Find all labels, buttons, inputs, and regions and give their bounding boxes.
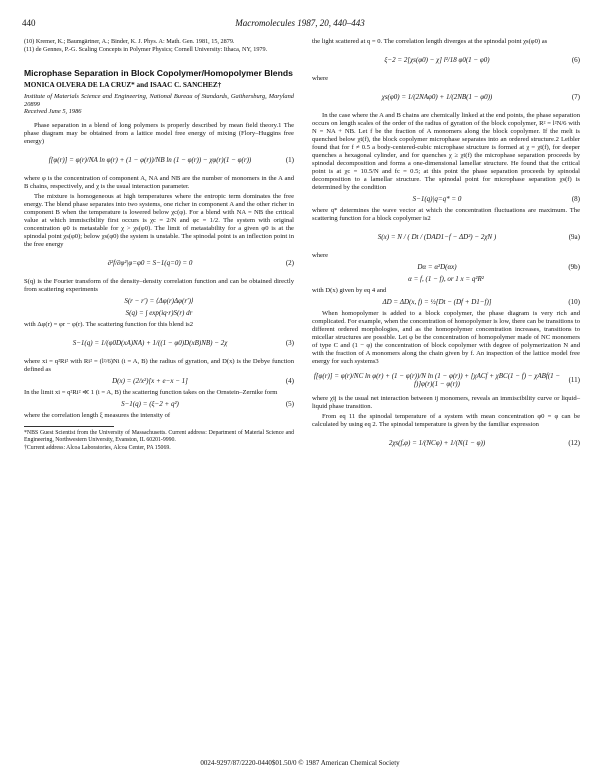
equation-number: (8) (571, 195, 580, 203)
paragraph: where the correlation length ξ measures the intensity of (24, 411, 171, 419)
equation-number: (2) (285, 258, 294, 267)
equation-6 (24, 400, 294, 408)
paragraph: where χij is the usual net interaction between ij monomers, reveals an immiscibility curve or liquid–liquid phase transition. (312, 395, 580, 410)
paragraph: Phase separation in a blend of long polymers is properly described by mean field theory.1 The phase diagram may be obtained from a lattice model free energy of mixing (Flory–Huggins free energy) (24, 121, 294, 145)
paragraph: the light scattered at q = 0. The correlation length diverges at the spinodal point χs(φ0) as (312, 38, 548, 45)
equation-number: (12) (568, 439, 580, 447)
paragraph: In the case where the A and B chains are chemically linked at the end points, the phase separation occurs on length scales of the order of the radius of gyration of the block copolymer, R² = l²N/6 with N = NA + NB. Let f be the fraction of A monomers along the block copolymer. If the melt is quenched below χt(f), the block copolymer microphase separates into an ordered structure.2 Leibler found that for f ≠ 0.5 a body-centered-cubic microphase structure is formed at χ = χt(f), for deeper quenches a hexagonal cylinder, and for quenches χ ≥ χt(f) the microphase separation proceeds by spinodal decomposition and forms a one-dimensional lamellar structure. He found that the critical point is at χc = 10.5/N and fc = 0.5; at this point the phase separation proceeds by spinodal decomposition to a lamellar structure. The spinodal point for microphase separation χs(f) is determined by the condition (312, 112, 580, 191)
footnote: †Current address: Alcoa Laboratories, Alcoa Center, PA 15069. (24, 444, 171, 451)
paragraph: with D(x) given by eq 4 and (312, 287, 387, 294)
equation-14 (312, 369, 580, 391)
equation-4 (24, 332, 294, 354)
left-column (24, 38, 294, 453)
equation-number: (5) (285, 399, 294, 408)
equation-2 (24, 252, 294, 274)
journal-citation: Macromolecules 1987, 20, 440–443 (235, 18, 365, 28)
article-title: Microphase Separation in Block Copolymer/Homopolymer Blends (24, 67, 293, 78)
affiliation-text: Institute of Materials Science and Engineering, National Bureau of Standards, Gaithersburg, Maryland 20899 (24, 92, 294, 108)
paragraph: In the limit xi = q²Ri² ≪ 1 (i = A, B) the scattering function takes on the Ornstein–Zernike form (24, 388, 278, 396)
equation-7 (312, 49, 580, 71)
equation-8 (312, 86, 580, 108)
equation-number: (3) (285, 338, 294, 347)
equation-11 (312, 263, 580, 271)
equation-body: ξ−2 = 2[χs(φ0) − χ] l²/18 φ0(1 − φ0) (384, 56, 490, 64)
equation-number: (7) (571, 93, 580, 101)
equation-number: (6) (571, 56, 580, 64)
equation-3b (24, 309, 294, 317)
equation-body: S(x) = N / ( Dt / (DAD1−f − ΔD²) − 2χN ) (377, 233, 497, 241)
paragraph: where φ is the concentration of component A, NA and NB are the number of monomers in the A and B chains, respectively, and χ is the usual interaction parameter. (24, 174, 294, 190)
equation-body: S−1(q) = 1/(φ0D(xA)NA) + 1/((1 − φ0)D(xB)NB) − 2χ (72, 338, 228, 347)
article-authors: MONICA OLVERA DE LA CRUZ* and ISAAC C. SANCHEZ† (24, 81, 222, 90)
equation-number: (9a) (568, 233, 580, 241)
article-affiliation (24, 93, 294, 116)
paragraph: From eq 11 the spinodal temperature of a system with mean concentration φ0 = φ can be calculated by using eq 2. The spinodal temperature is given by the familiar expression (312, 413, 580, 428)
paragraph: with Δφ(r) = φr − φ(r). The scattering function for this blend is2 (24, 320, 194, 328)
page-number: 440 (22, 18, 36, 28)
paragraph: The mixture is homogeneous at high temperatures where the entropic term dominates the free energy. The blend phase separates into two systems, one richer in component A and the other richer in component B when the temperature is lowered below χc(φ). For a blend with NA = NB the critical value at which immiscibility first occurs is χc = 2/N and φc = 1/2. The system with original concentration φ0 is metastable for χ > χs(φ0). The limit of metastability for a given φ0 is at the spinodal point χs(φ0); below χs(φ0) the system is unstable. The spinodal point is an inflection point in the free energy (24, 192, 294, 248)
equation-number: (11) (568, 376, 580, 384)
reference-item: (11) de Gennes, P.-G. Scaling Concepts in Polymer Physics; Cornell University: Ithaca, NY, 1979. (24, 46, 268, 54)
paragraph: When homopolymer is added to a block copolymer, the phase diagram is very rich and complicated. For example, when the concentration of homopolymer is low, there can be transitions to different ordered morphologies, and as the homopolymer concentration increases, transitions to micellar structures are possible. Let φ be the concentration of homopolymer made of NC monomers of type C and (1 − φ) the concentration of block copolymer with degree of polymerization N and with the fraction of A monomers along the chain given by f. An inspection of the lattice model free energy for such systems3 (312, 310, 580, 365)
reference-item: (10) Kremer, K.; Baumgärtner, A.; Binder, K. J. Phys. A: Math. Gen. 1981, 15, 2879. (24, 38, 235, 45)
equation-body: χs(φ0) = 1/(2NAφ0) + 1/(2NB(1 − φ0)) (381, 93, 493, 101)
equation-body: S−1(q) = (ξ−2 + q²) (121, 399, 179, 408)
right-column (312, 38, 580, 458)
equation-body: ∂²f/∂φ²|φ=φ0 = S−1(q=0) = 0 (107, 258, 193, 267)
equation-5 (24, 377, 294, 385)
equation-10 (312, 226, 580, 248)
paragraph: where (312, 252, 329, 259)
equation-15 (312, 432, 580, 454)
paragraph: where (312, 75, 329, 82)
equation-9 (312, 195, 580, 203)
equation-13 (312, 298, 580, 306)
copyright-line: 0024-9297/87/2220-0440$01.50/0 © 1987 American Chemical Society (200, 759, 400, 767)
equation-number: (9b) (568, 263, 580, 271)
equation-body: f[φ(r)] = φ(r)/NC ln φ(r) + (1 − φ(r))/N ln (1 − φ(r)) + [χACf + χBC(1 − f) − χABf(1 − f)]φ(r)(1 − φ(r)) (313, 372, 561, 388)
received-date: Received June 5, 1986 (24, 108, 82, 116)
footnote-divider (24, 426, 114, 427)
paragraph: where xi = q²Ri² with Ri² = (l²/6)Ni (i = A, B) the radius of gyration, and D(x) is the Debye function defined as (24, 357, 294, 373)
equation-body: f[φ(r)] = φ(r)/NA ln φ(r) + (1 − φ(r))/NB ln (1 − φ(r)) − χφ(r)(1 − φ(r)) (48, 155, 252, 164)
equation-12 (312, 275, 580, 283)
equation-1 (24, 149, 294, 171)
reference-list (24, 38, 294, 54)
equation-body: ΔD = ΔD(x, f) = ½[Dt − (Df + D1−f)] (382, 298, 492, 306)
equation-number: (1) (285, 155, 294, 164)
equation-3a (24, 297, 294, 305)
page-header (22, 18, 578, 32)
equation-body: 2χs(f,φ) = 1/(NCφ) + 1/(N(1 − φ)) (388, 439, 486, 447)
equation-body: D(x) = (2/x²)[x + e−x − 1] (112, 376, 188, 385)
equation-body: α = f, (1 − f), or 1 x = q²R² (408, 275, 484, 283)
paragraph: S(q) is the Fourier transform of the density–density correlation function and can be obtained directly from scattering experiments (24, 277, 294, 293)
paragraph: where q* determines the wave vector at which the concentration fluctuations are maximum. The scattering function for a block copolymer is2 (312, 207, 580, 222)
equation-number: (4) (285, 376, 294, 385)
equation-body: S(r − r′) = ⟨Δφ(r)Δφ(r′)⟩ (124, 296, 194, 305)
equation-number: (10) (568, 298, 580, 306)
equation-body: Dα = α²D(αx) (417, 263, 457, 271)
footnote: *NBS Guest Scientist from the University of Massachusetts. Current address: Department of Material Science and Engineering, Northwestern University, Evanston, IL 60201-9990. (24, 429, 294, 443)
equation-body: S(q) = ∫ exp(iq·r)S(r) dr (125, 308, 193, 317)
equation-body: S−1(q)|q=q* = 0 (412, 195, 462, 203)
